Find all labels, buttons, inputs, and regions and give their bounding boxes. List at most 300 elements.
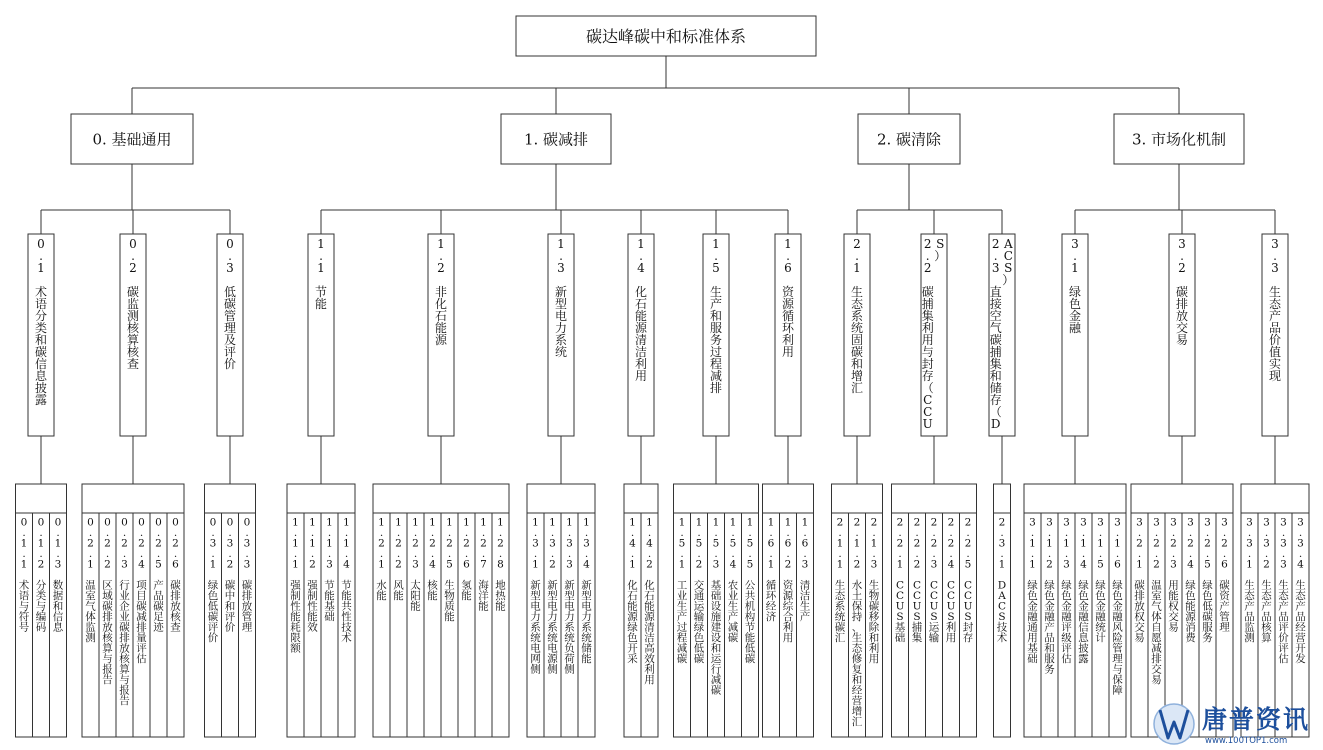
svg-text:理: 理	[1219, 621, 1230, 634]
svg-text:系: 系	[547, 621, 558, 634]
svg-text:U: U	[946, 600, 956, 613]
svg-text:型: 型	[564, 590, 575, 603]
svg-text:能: 能	[627, 600, 638, 613]
svg-text:.: .	[413, 548, 418, 561]
svg-text:1: 1	[54, 537, 62, 550]
svg-text:足: 足	[153, 611, 164, 624]
svg-text:.: .	[481, 527, 486, 540]
svg-text:能: 能	[1168, 590, 1179, 603]
svg-text:监: 监	[85, 621, 96, 634]
svg-text:合: 合	[782, 611, 794, 624]
svg-text:.: .	[1281, 548, 1286, 561]
svg-text:减: 减	[710, 674, 722, 687]
svg-text:能: 能	[393, 590, 404, 603]
svg-text:3: 3	[1136, 516, 1143, 529]
svg-text:1: 1	[629, 516, 636, 529]
svg-text:设: 设	[710, 632, 722, 645]
svg-text:清: 清	[634, 332, 648, 347]
svg-text:2: 2	[1178, 260, 1186, 275]
svg-text:2: 2	[1153, 537, 1160, 550]
svg-text:行: 行	[119, 579, 130, 592]
svg-text:品: 品	[1044, 632, 1055, 645]
svg-text:4: 4	[629, 537, 636, 550]
svg-text:石: 石	[627, 590, 638, 603]
svg-text:色: 色	[207, 590, 219, 603]
svg-text:2: 2	[129, 260, 137, 275]
svg-text:2: 2	[836, 516, 844, 529]
svg-text:过: 过	[676, 621, 688, 634]
svg-text:除: 除	[868, 621, 880, 634]
svg-text:色: 色	[1185, 590, 1196, 603]
svg-text:披: 披	[34, 380, 48, 395]
svg-text:质: 质	[444, 600, 455, 613]
svg-text:能: 能	[495, 600, 506, 613]
svg-text:生: 生	[850, 284, 864, 299]
svg-text:5: 5	[712, 260, 720, 275]
svg-text:1: 1	[1080, 537, 1087, 550]
svg-text:源: 源	[644, 611, 655, 624]
svg-text:C: C	[1003, 248, 1013, 263]
svg-text:2: 2	[1263, 558, 1270, 571]
svg-text:3: 3	[870, 558, 878, 571]
svg-text:经: 经	[1295, 621, 1306, 634]
svg-text:.: .	[293, 548, 298, 561]
svg-text:能: 能	[581, 653, 592, 666]
svg-text:综: 综	[782, 600, 794, 613]
svg-text:.: .	[949, 527, 953, 540]
svg-text:.: .	[1298, 548, 1303, 561]
svg-text:统: 统	[834, 611, 846, 624]
svg-text:.: .	[1047, 527, 1052, 540]
svg-text:交: 交	[1168, 611, 1179, 624]
svg-text:8: 8	[497, 558, 504, 571]
svg-text:用: 用	[782, 632, 794, 645]
svg-text:中: 中	[224, 590, 236, 603]
svg-text:金: 金	[1068, 308, 1082, 323]
svg-text:交: 交	[1134, 621, 1145, 634]
svg-text:放: 放	[119, 642, 130, 655]
svg-text:.: .	[584, 527, 589, 540]
svg-text:C: C	[963, 590, 973, 603]
svg-text:.: .	[1137, 548, 1142, 561]
svg-text:化: 化	[644, 579, 655, 592]
svg-text:.: .	[430, 527, 435, 540]
svg-text:增: 增	[851, 705, 863, 718]
svg-text:2: 2	[930, 537, 938, 550]
svg-text:源: 源	[781, 296, 795, 311]
svg-text:非: 非	[434, 284, 448, 299]
svg-text:2: 2	[1046, 558, 1053, 571]
svg-text:1: 1	[746, 516, 754, 529]
svg-text:6: 6	[463, 558, 470, 571]
svg-text:.: .	[310, 548, 315, 561]
svg-text:生: 生	[1278, 579, 1289, 592]
svg-text:报: 报	[119, 684, 130, 697]
svg-text:技: 技	[996, 621, 1008, 634]
svg-text:价: 价	[224, 621, 236, 634]
svg-text:.: .	[245, 527, 249, 540]
svg-text:.: .	[1081, 527, 1086, 540]
svg-text:产: 产	[799, 611, 811, 624]
svg-text:5: 5	[729, 537, 737, 550]
svg-text:节: 节	[744, 621, 756, 634]
svg-text:3: 3	[1187, 516, 1194, 529]
svg-text:工: 工	[676, 579, 688, 592]
svg-text:管: 管	[241, 611, 253, 624]
svg-text:.: .	[567, 548, 572, 561]
svg-text:碳: 碳	[153, 600, 164, 613]
svg-text:色: 色	[1202, 590, 1213, 603]
svg-text:S: S	[998, 611, 1006, 624]
svg-text:碳: 碳	[1175, 284, 1189, 299]
svg-text:3: 3	[1280, 558, 1287, 571]
svg-text:3: 3	[998, 537, 1006, 550]
svg-text:1: 1	[557, 236, 565, 251]
svg-text:耗: 耗	[290, 621, 301, 634]
svg-text:.: .	[439, 248, 443, 263]
svg-text:.: .	[1205, 527, 1210, 540]
svg-text:查: 查	[126, 356, 140, 371]
svg-text:0: 0	[129, 236, 137, 251]
svg-text:2: 2	[395, 558, 402, 571]
svg-text:2: 2	[104, 537, 111, 550]
svg-text:管: 管	[1112, 642, 1123, 655]
svg-text:S: S	[964, 611, 972, 624]
svg-text:强: 强	[290, 579, 301, 592]
svg-text:3: 3	[209, 537, 217, 550]
svg-text:.: .	[915, 548, 919, 561]
svg-text:息: 息	[34, 368, 48, 383]
svg-text:务: 务	[1044, 663, 1055, 676]
svg-text:5: 5	[712, 537, 720, 550]
svg-text:5: 5	[446, 558, 453, 571]
svg-text:.: .	[993, 248, 998, 263]
svg-text:5: 5	[746, 537, 754, 550]
svg-text:生: 生	[1244, 579, 1255, 592]
svg-text:6: 6	[784, 537, 792, 550]
svg-text:信: 信	[52, 611, 64, 624]
svg-text:系: 系	[850, 308, 864, 323]
svg-text:1: 1	[629, 558, 636, 571]
svg-text:汇: 汇	[850, 380, 864, 395]
svg-text:1: 1	[836, 537, 844, 550]
svg-text:3: 3	[1029, 516, 1036, 529]
svg-text:源: 源	[434, 332, 448, 347]
svg-text:输: 输	[928, 632, 940, 645]
svg-text:2: 2	[947, 516, 955, 529]
svg-text:与: 与	[35, 600, 47, 613]
svg-text:阳: 阳	[410, 590, 421, 603]
svg-text:务: 务	[709, 332, 723, 347]
svg-text:低: 低	[1202, 600, 1213, 613]
svg-text:.: .	[748, 548, 752, 561]
svg-text:.: .	[228, 248, 232, 263]
svg-text:.: .	[139, 548, 144, 561]
svg-text:术: 术	[34, 284, 48, 299]
svg-text:3: 3	[801, 558, 809, 571]
svg-text:1: 1	[497, 516, 504, 529]
svg-text:能: 能	[634, 308, 648, 323]
svg-text:0: 0	[226, 516, 234, 529]
svg-text:权: 权	[1168, 600, 1179, 613]
svg-text:金: 金	[1112, 600, 1123, 613]
svg-text:类: 类	[34, 320, 48, 335]
svg-text:监: 监	[1244, 621, 1255, 634]
svg-text:实: 实	[1268, 356, 1282, 371]
svg-text:融: 融	[1078, 611, 1089, 624]
svg-text:绿: 绿	[1027, 579, 1038, 592]
svg-text:力: 力	[547, 611, 558, 624]
svg-text:.: .	[1273, 248, 1277, 263]
svg-text:量: 量	[136, 632, 147, 645]
svg-text:3: 3	[1063, 558, 1070, 571]
svg-text:现: 现	[1268, 368, 1282, 383]
svg-text:源: 源	[782, 590, 794, 603]
svg-text:3: 3	[1246, 537, 1253, 550]
svg-text:（: （	[989, 404, 1002, 419]
svg-text:1: 1	[784, 236, 792, 251]
svg-text:估: 估	[1278, 653, 1289, 666]
svg-text:融: 融	[1068, 320, 1082, 335]
svg-text:2: 2	[964, 516, 972, 529]
svg-text:和: 和	[710, 642, 722, 655]
svg-text:型: 型	[547, 590, 558, 603]
svg-text:.: .	[630, 527, 635, 540]
svg-text:能: 能	[1185, 600, 1196, 613]
svg-text:A: A	[1003, 236, 1013, 251]
svg-text:体: 体	[1151, 611, 1162, 624]
svg-text:术: 术	[341, 632, 352, 645]
svg-text:.: .	[310, 527, 315, 540]
svg-text:碳: 碳	[241, 579, 253, 592]
svg-text:1: 1	[853, 537, 861, 550]
svg-text:算: 算	[119, 663, 130, 676]
node-boxes	[16, 16, 1310, 737]
svg-text:减: 减	[709, 368, 723, 383]
svg-text:碳: 碳	[1219, 579, 1230, 592]
svg-text:2: 2	[155, 537, 162, 550]
svg-text:能: 能	[410, 600, 421, 613]
svg-text:产: 产	[709, 296, 723, 311]
category-label: 0. 基础通用	[92, 130, 172, 149]
svg-text:放: 放	[102, 621, 113, 634]
svg-text:源: 源	[1185, 611, 1196, 624]
svg-text:4: 4	[583, 558, 590, 571]
svg-text:和: 和	[1044, 642, 1055, 655]
svg-text:.: .	[211, 548, 215, 561]
svg-text:碳: 碳	[119, 621, 130, 634]
svg-text:U: U	[929, 600, 939, 613]
svg-text:.: .	[786, 548, 790, 561]
svg-text:资: 资	[781, 284, 795, 299]
svg-text:.: .	[396, 548, 401, 561]
svg-text:2: 2	[138, 537, 145, 550]
svg-text:产: 产	[1044, 621, 1055, 634]
svg-text:3: 3	[1263, 537, 1270, 550]
svg-text:.: .	[139, 527, 144, 540]
svg-text:3: 3	[557, 260, 565, 275]
svg-text:利: 利	[781, 332, 795, 347]
svg-text:绿: 绿	[1044, 579, 1055, 592]
svg-text:.: .	[122, 548, 127, 561]
svg-text:C: C	[923, 404, 933, 419]
svg-text:采: 采	[627, 653, 638, 666]
svg-text:室: 室	[1151, 590, 1162, 603]
svg-text:封: 封	[962, 621, 974, 634]
svg-text:能: 能	[461, 590, 472, 603]
svg-text:1: 1	[1029, 537, 1036, 550]
svg-text:色: 色	[1112, 590, 1123, 603]
svg-text:物: 物	[868, 590, 880, 603]
svg-text:融: 融	[1044, 611, 1055, 624]
svg-text:利: 利	[868, 642, 880, 655]
svg-text:目: 目	[136, 590, 147, 603]
svg-text:服: 服	[709, 320, 723, 335]
svg-text:绿: 绿	[693, 621, 705, 634]
svg-text:统: 统	[564, 632, 575, 645]
svg-text:金: 金	[1078, 600, 1089, 613]
svg-text:化: 化	[434, 296, 448, 311]
svg-text:氢: 氢	[461, 579, 472, 592]
svg-text:.: .	[533, 548, 538, 561]
svg-text:1: 1	[678, 558, 686, 571]
svg-text:统: 统	[850, 320, 864, 335]
svg-text:1: 1	[437, 236, 445, 251]
svg-text:低: 低	[207, 600, 219, 613]
svg-text:评: 评	[224, 611, 236, 624]
svg-text:与: 与	[921, 344, 934, 359]
svg-text:理: 理	[1112, 653, 1123, 666]
svg-text:.: .	[319, 248, 323, 263]
svg-text:力: 力	[564, 611, 575, 624]
svg-text:利: 利	[945, 621, 957, 634]
svg-text:.: .	[344, 548, 349, 561]
svg-text:2: 2	[429, 537, 436, 550]
svg-text:碳: 碳	[693, 653, 705, 666]
svg-text:础: 础	[324, 611, 335, 624]
svg-text:0: 0	[138, 516, 145, 529]
svg-text:.: .	[39, 548, 43, 561]
svg-text:1: 1	[20, 558, 28, 571]
svg-text:空: 空	[989, 308, 1002, 323]
svg-text:2: 2	[1221, 537, 1228, 550]
svg-text:物: 物	[444, 590, 455, 603]
svg-text:能: 能	[307, 611, 318, 624]
svg-text:清: 清	[799, 579, 811, 592]
svg-text:1: 1	[646, 516, 653, 529]
svg-text:1: 1	[20, 537, 28, 550]
svg-text:.: .	[39, 527, 43, 540]
svg-text:2: 2	[947, 537, 955, 550]
svg-text:1: 1	[292, 558, 299, 571]
svg-text:3: 3	[1153, 516, 1160, 529]
svg-text:U: U	[963, 600, 973, 613]
svg-text:风: 风	[393, 579, 404, 592]
svg-text:.: .	[1030, 548, 1035, 561]
svg-text:新: 新	[547, 579, 558, 592]
svg-text:核: 核	[119, 653, 130, 666]
svg-text:理: 理	[223, 320, 237, 335]
svg-text:6: 6	[172, 558, 179, 571]
svg-text:济: 济	[765, 611, 777, 624]
svg-text:.: .	[630, 548, 635, 561]
svg-text:碳: 碳	[850, 344, 864, 359]
svg-text:碳: 碳	[710, 684, 722, 697]
svg-text:碳: 碳	[223, 296, 237, 311]
svg-text:品: 品	[1244, 611, 1255, 624]
svg-text:输: 输	[693, 611, 705, 624]
svg-text:2: 2	[549, 558, 556, 571]
svg-text:色: 色	[627, 632, 638, 645]
svg-text:存: 存	[921, 368, 934, 383]
svg-text:S: S	[913, 611, 921, 624]
svg-text:2: 2	[463, 537, 470, 550]
svg-text:1: 1	[317, 236, 325, 251]
svg-text:2: 2	[853, 516, 861, 529]
svg-text:和: 和	[868, 632, 880, 645]
svg-text:务: 务	[1202, 632, 1213, 645]
svg-text:2: 2	[870, 516, 878, 529]
svg-text:.: .	[498, 527, 503, 540]
svg-text:2: 2	[646, 558, 653, 571]
svg-text:机: 机	[744, 600, 756, 613]
svg-text:1: 1	[317, 260, 325, 275]
svg-text:态: 态	[851, 642, 863, 655]
svg-text:.: .	[22, 527, 26, 540]
svg-text:洁: 洁	[644, 632, 655, 645]
svg-text:监: 监	[126, 296, 140, 311]
svg-text:6: 6	[1221, 558, 1228, 571]
svg-text:.: .	[379, 548, 384, 561]
svg-text:1: 1	[678, 516, 686, 529]
svg-text:.: .	[1205, 548, 1210, 561]
svg-text:效: 效	[644, 653, 655, 666]
svg-text:3: 3	[243, 537, 251, 550]
svg-text:3: 3	[1046, 516, 1053, 529]
svg-text:电: 电	[564, 600, 575, 613]
svg-text:及: 及	[223, 332, 237, 347]
svg-text:.: .	[173, 527, 178, 540]
svg-text:.: .	[550, 548, 555, 561]
svg-text:.: .	[88, 548, 93, 561]
svg-text:2: 2	[437, 260, 445, 275]
svg-text:生: 生	[676, 600, 688, 613]
svg-text:与: 与	[1112, 663, 1123, 676]
svg-text:热: 热	[495, 590, 506, 603]
watermark-name: 唐普资讯	[1202, 705, 1311, 734]
svg-text:运: 运	[693, 600, 705, 613]
svg-text:2: 2	[309, 558, 316, 571]
svg-text:新: 新	[564, 579, 575, 592]
svg-text:气: 气	[1151, 600, 1162, 613]
svg-text:产: 产	[1244, 600, 1255, 613]
svg-text:汇: 汇	[851, 716, 863, 729]
svg-text:5: 5	[1204, 558, 1211, 571]
svg-text:.: .	[838, 527, 842, 540]
svg-text:1: 1	[998, 558, 1006, 571]
svg-text:.: .	[639, 248, 643, 263]
svg-text:石: 石	[644, 590, 655, 603]
svg-text:3: 3	[549, 537, 556, 550]
svg-text:4: 4	[1297, 558, 1304, 571]
svg-text:管: 管	[223, 308, 237, 323]
svg-text:循: 循	[781, 308, 795, 323]
svg-text:体: 体	[85, 611, 96, 624]
svg-text:碳: 碳	[126, 284, 140, 299]
svg-text:减: 减	[727, 621, 739, 634]
svg-text:1: 1	[1071, 260, 1079, 275]
svg-text:色: 色	[1095, 590, 1106, 603]
